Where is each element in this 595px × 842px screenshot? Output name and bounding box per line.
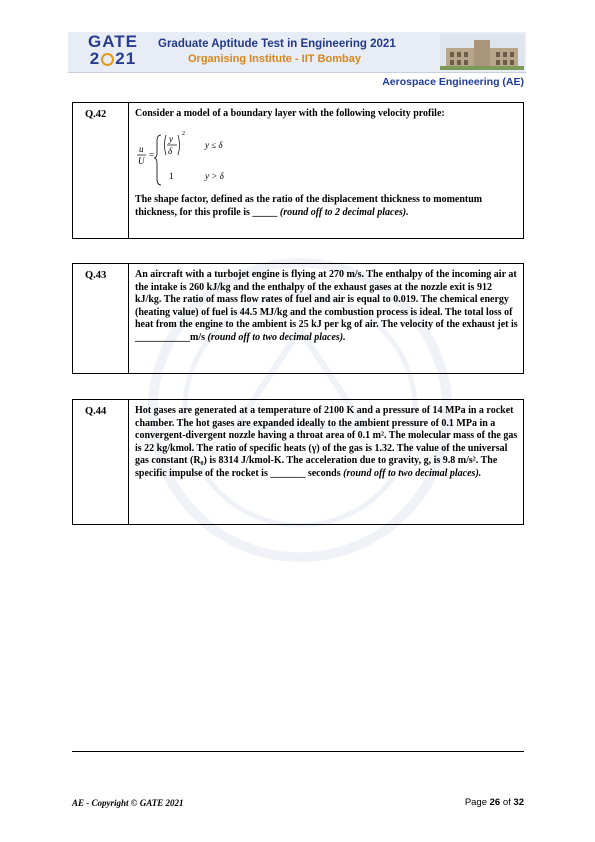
question-intro: Consider a model of a boundary layer with the following velocity profile: bbox=[135, 108, 445, 119]
svg-text:=: = bbox=[149, 150, 155, 160]
svg-text:u: u bbox=[139, 144, 144, 154]
logo-line1: GATE bbox=[88, 32, 138, 51]
gate-logo bbox=[82, 34, 144, 70]
question-body: Hot gases are generated at a temperature of 2100 K and a pressure of 14 MPa in a rocket chamber. The hot gases are expanded ideally to the ambient pressure of 0.1 MPa in a convergent-divergent nozzle having a throat area of 0.1 m². The molecular mass of the gas is 22 kg/kmol. The ratio of specific heats (γ) of the gas is 1.32. The value of the universal gas constant (R₀) is 8314 J/kmol-K. The acceleration due to gravity, g, is 9.8 m/s². The specific impulse of the rocket is _______ seconds (round off to two decimal places). bbox=[135, 405, 518, 479]
header-subtitle: Organising Institute - IIT Bombay bbox=[188, 53, 361, 65]
question-number: Q.42 bbox=[73, 103, 129, 238]
subject-label: Aerospace Engineering (AE) bbox=[382, 76, 524, 88]
question-42 bbox=[72, 102, 524, 239]
question-body: The shape factor, defined as the ratio of the displacement thickness to momentum thickness, for this profile is _____ (round off to 2 decimal places). bbox=[135, 194, 483, 218]
footer-divider bbox=[72, 751, 524, 752]
svg-text:δ: δ bbox=[168, 146, 173, 156]
logo-line2: 2 21 bbox=[89, 49, 137, 68]
footer-copyright: AE - Copyright © GATE 2021 bbox=[72, 798, 184, 808]
question-number: Q.44 bbox=[73, 400, 129, 524]
svg-text:y: y bbox=[169, 134, 173, 144]
velocity-profile-formula bbox=[135, 129, 285, 191]
svg-text:y > δ: y > δ bbox=[205, 171, 224, 181]
building-image bbox=[440, 34, 524, 70]
question-number: Q.43 bbox=[73, 264, 129, 373]
question-43 bbox=[72, 263, 524, 374]
svg-text:U: U bbox=[138, 156, 145, 166]
question-44 bbox=[72, 399, 524, 525]
svg-text:1: 1 bbox=[169, 171, 174, 181]
page-number: Page 26 of 32 bbox=[464, 797, 524, 808]
svg-text:2: 2 bbox=[182, 131, 185, 137]
header-title: Graduate Aptitude Test in Engineering 2021 bbox=[158, 38, 396, 50]
svg-text:y ≤ δ: y ≤ δ bbox=[205, 140, 223, 150]
question-body: An aircraft with a turbojet engine is flying at 270 m/s. The enthalpy of the incoming air at the intake is 260 kJ/kg and the enthalpy of the exhaust gases at the nozzle exit is 912 kJ/kg. The ratio of mass flow rates of fuel and air is equal to 0.019. The chemical energy (heating value) of fuel is 44.5 MJ/kg and the combustion process is ideal. The total loss of heat from the engine to the ambient is 25 kJ per kg of air. The velocity of the exhaust jet is ___________m/s (round off to two decimal places). bbox=[135, 269, 518, 343]
